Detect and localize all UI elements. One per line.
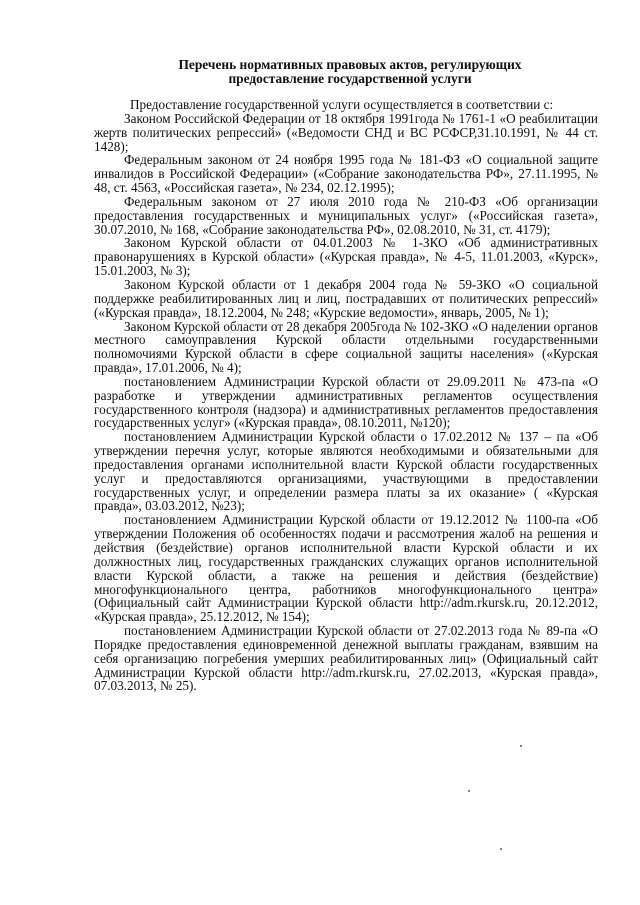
document-body (94, 98, 598, 693)
law-paragraph: Законом Курской области от 04.01.2003 № 1-ЗКО «Об административных правонарушениях в Курской области» («Курская правда», № 4-5, 11.01.2003, «Курск», 15.01.2003, № 3); (94, 235, 598, 279)
scan-speck (468, 790, 470, 792)
decree-paragraph: постановлением Администрации Курской области от 29.09.2011 № 473-па «О разработке и утверждении административных регламентов осуществления государственного контроля (надзора) и административных регламентов предоставления государственных услуг» («Курская правда», 08.10.2011, №120); (94, 373, 598, 431)
law-paragraph: Законом Российской Федерации от 18 октября 1991года № 1761-1 «О реабилитации жертв политических репрессий» («Ведомости СНД и ВС РСФСР,31.10.1991, № 44 ст. 1428); (94, 110, 598, 154)
decree-paragraph: постановлением Администрации Курской области о 17.02.2012 № 137 – па «Об утверждении перечня услуг, которые являются необходимыми и обязательными для предоставления органами исполнительной власти Курской области государственных услуг и предоставляются организациями, участвующими в предоставлении государственных услуг, и определении размера платы за их оказание» ( «Курская правда», 03.03.2012, №23); (94, 429, 598, 514)
law-paragraph: Федеральным законом от 27 июля 2010 года № 210-ФЗ «Об организации предоставления государственных и муниципальных услуг» («Российская газета», 30.07.2010, № 168, «Собрание законодательства РФ», 02.08.2010, № 31, ст. 4179); (94, 193, 598, 237)
law-paragraph: Законом Курской области от 1 декабря 2004 года № 59-ЗКО «О социальной поддержке реабилитированных лиц и лиц, пострадавших от политических репрессий» («Курская правда», 18.12.2004, № 248; «Курские ведомости», январь, 2005, № 1); (94, 276, 598, 320)
title-line-1: Перечень нормативных правовых актов, регулирующих (178, 57, 522, 72)
decree-paragraph: постановлением Администрации Курской области от 19.12.2012 № 1100-па «Об утверждении Положения об особенностях подачи и рассмотрения жалоб на решения и действия (бездействие) органов исполнительной власти Курской области и их должностных лиц, государственных гражданских служащих органов исполнительной власти Курской области, а также на решения и действия (бездействие) многофункционального центра, работников многофункционального центра» (Официальный сайт Администрации Курской области http://adm.rkursk.ru, 20.12.2012, «Курская правда», 25.12.2012, № 154); (94, 512, 598, 625)
scan-speck (500, 848, 502, 850)
law-paragraph: Законом Курской области от 28 декабря 2005года № 102-ЗКО «О наделении органов местного самоуправления Курской области отдельными государственными полномочиями Курской области в сфере социальной защиты населения» («Курская правда», 17.01.2006, № 4); (94, 318, 598, 376)
title-line-2: предоставление государственной услуги (228, 71, 472, 86)
decree-paragraph: постановлением Администрации Курской области от 27.02.2013 года № 89-па «О Порядке предоставления единовременной денежной выплаты гражданам, взявшим на себя организацию погребения умерших реабилитированных лиц» (Официальный сайт Администрации Курской области http://adm.rkursk.ru, 27.02.2013, «Курская правда», 07.03.2013, № 25). (94, 623, 598, 694)
document-title (120, 58, 580, 86)
scan-speck (520, 745, 522, 747)
law-paragraph: Федеральным законом от 24 ноября 1995 года № 181-ФЗ «О социальной защите инвалидов в Российской Федерации» («Собрание законодательства РФ», 27.11.1995, № 48, ст. 4563, «Российская газета», № 234, 02.12.1995); (94, 152, 598, 196)
intro-paragraph: Предоставление государственной услуги осуществляется в соответствии с: (130, 97, 554, 112)
